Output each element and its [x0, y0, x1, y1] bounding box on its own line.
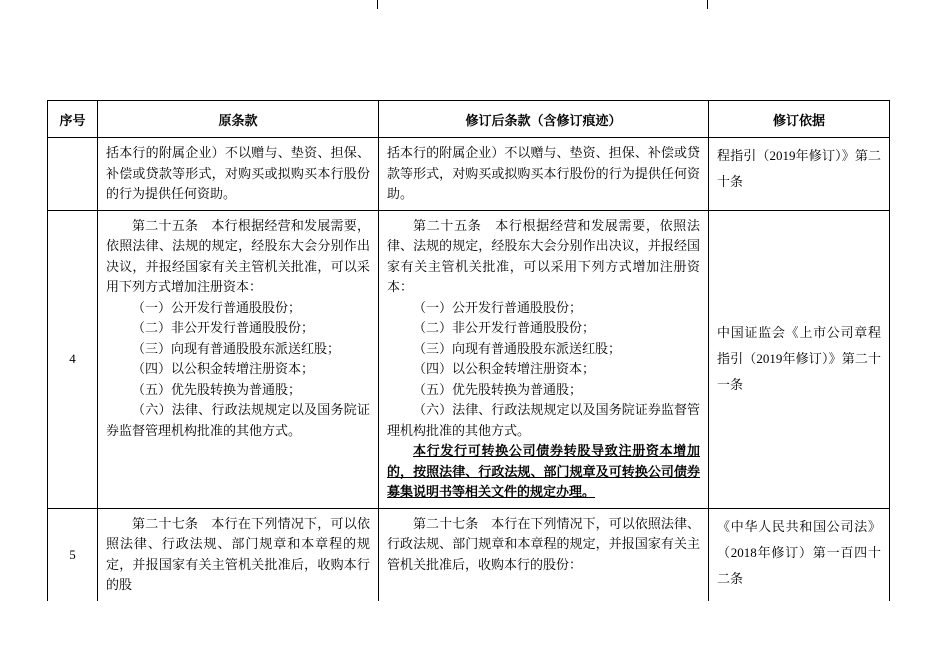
header-revised-clause: 修订后条款（含修订痕迹） [379, 101, 709, 138]
revised-clause-cell [379, 210, 709, 508]
page-cut-border-line [707, 0, 708, 9]
revision-comparison-table [47, 100, 890, 601]
revision-basis-cell [709, 508, 890, 601]
revision-basis-cell [709, 138, 890, 211]
list-item: （二）非公开发行普通股股份； [132, 320, 315, 335]
paragraph: 程指引（2019年修订）》第二十条 [717, 148, 881, 189]
paragraph: 第二十七条 本行在下列情况下，可以依照法律、行政法规、部门规章和本章程的规定，并报国家有关主管机关批准后，收购本行的股 [106, 515, 370, 592]
header-revision-basis: 修订依据 [709, 101, 890, 138]
list-item: （六）法律、行政法规规定以及国务院证券监督管理机构批准的其他方式。 [106, 402, 370, 438]
paragraph: 括本行的附属企业）不以赠与、垫资、担保、补偿或贷款等形式，对购买或拟购买本行股份的行为提供任何资助。 [106, 145, 370, 201]
page-cut-border-line [377, 0, 378, 9]
revision-basis-cell [709, 210, 890, 508]
list-item: （一）公开发行普通股股份； [132, 299, 302, 315]
list-item: （一）公开发行普通股股份； [413, 299, 583, 315]
paragraph: 第二十七条 本行在下列情况下，可以依照法律、行政法规、部门规章和本章程的规定，并报国家有关主管机关批准后，收购本行的股份： [387, 515, 700, 572]
list-item: （六）法律、行政法规规定以及国务院证券监督管理机构批准的其他方式。 [387, 402, 700, 438]
list-item: （四）以公积金转增注册资本； [132, 361, 315, 376]
added-text-paragraph: 本行发行可转换公司债券转股导致注册资本增加的，按照法律、行政法规、部门规章及可转换公司债券募集说明书等相关文件的规定办理。 [387, 443, 700, 499]
header-serial-number: 序号 [48, 101, 98, 138]
serial-number-cell [48, 138, 98, 211]
list-item: （四）以公积金转增注册资本； [413, 361, 596, 376]
table-row [48, 210, 890, 508]
serial-number-cell: 4 [48, 210, 98, 508]
paragraph: 第二十五条 本行根据经营和发展需要，依照法律、法规的规定，经股东大会分别作出决议，并报经国家有关主管机关批准，可以采用下列方式增加注册资本： [106, 217, 370, 294]
list-item: （三）向现有普通股股东派送红股； [413, 340, 622, 356]
table-row [48, 508, 890, 601]
serial-number-cell: 5 [48, 508, 98, 601]
original-clause-cell [98, 138, 379, 211]
list-item: （五）优先股转换为普通股； [132, 381, 302, 397]
original-clause-cell [98, 210, 379, 508]
list-item: （五）优先股转换为普通股； [413, 381, 583, 397]
revised-clause-cell [379, 138, 709, 211]
header-original-clause: 原条款 [98, 101, 379, 138]
list-item: （三）向现有普通股股东派送红股； [132, 340, 341, 356]
paragraph: 第二十五条 本行根据经营和发展需要，依照法律、法规的规定，经股东大会分别作出决议，并报经国家有关主管机关批准，可以采用下列方式增加注册资本： [387, 217, 700, 294]
table-header-row [48, 101, 890, 138]
paragraph: 括本行的附属企业）不以赠与、垫资、担保、补偿或贷款等形式，对购买或拟购买本行股份的行为提供任何资助。 [387, 145, 700, 201]
list-item: （二）非公开发行普通股股份； [413, 320, 596, 335]
revised-clause-cell [379, 508, 709, 601]
paragraph: 《中华人民共和国公司法》（2018年修订）第一百四十二条 [717, 518, 881, 586]
paragraph: 中国证监会《上市公司章程指引（2019年修订）》第二十一条 [717, 325, 881, 392]
original-clause-cell [98, 508, 379, 601]
table-row [48, 138, 890, 211]
